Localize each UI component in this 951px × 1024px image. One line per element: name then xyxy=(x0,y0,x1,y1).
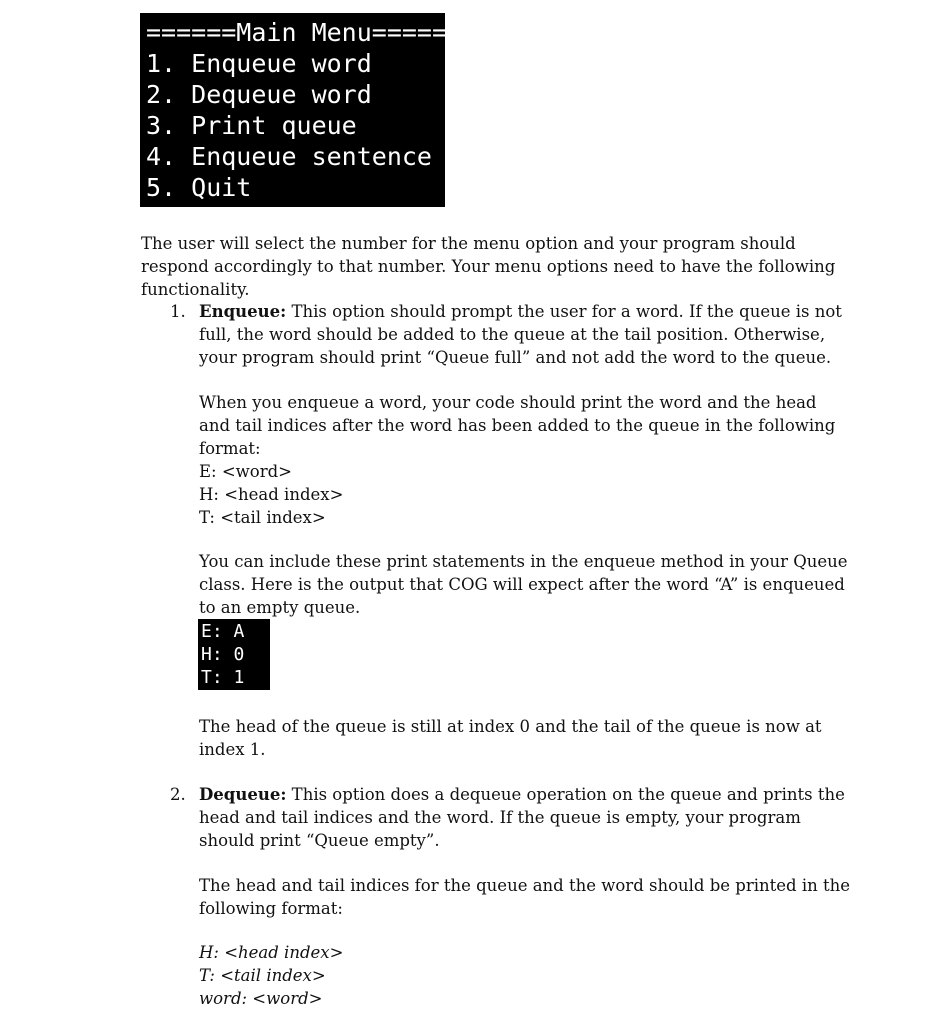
dequeue-format xyxy=(199,941,343,1010)
format-line-head: H: <head index> xyxy=(199,485,344,504)
dequeue-para-line: following format: xyxy=(199,899,343,918)
dequeue-desc-first: This option does a dequeue operation on the queue and prints the xyxy=(286,785,845,804)
dequeue-desc-line: head and tail indices and the word. If the queue is empty, your program xyxy=(199,808,801,827)
format-line-tail: T: <tail index> xyxy=(199,508,326,527)
dequeue-format-word: word: <word> xyxy=(199,989,323,1008)
dequeue-format-intro xyxy=(199,874,850,920)
dequeue-format-tail: T: <tail index> xyxy=(199,966,326,985)
menu-option-dequeue-word: 2. Dequeue word xyxy=(146,80,372,109)
intro-line: functionality. xyxy=(141,280,250,299)
menu-option-enqueue-sentence: 4. Enqueue sentence xyxy=(146,142,432,171)
enqueue-para-line: index 1. xyxy=(199,740,266,759)
intro-line: The user will select the number for the menu option and your program should xyxy=(141,234,796,253)
list-number-2: 2. xyxy=(170,785,186,804)
enqueue-para-line: class. Here is the output that COG will expect after the word “A” is enqueued xyxy=(199,575,845,594)
enqueue-para-line: The head of the queue is still at index 0 and the tail of the queue is now at xyxy=(199,717,822,736)
enqueue-desc-line: full, the word should be added to the queue at the tail position. Otherwise, xyxy=(199,325,826,344)
enqueue-format-intro xyxy=(199,391,835,529)
enqueue-explanation xyxy=(199,715,822,761)
output-line-h: H: 0 xyxy=(201,644,245,665)
enqueue-description xyxy=(199,300,842,369)
enqueue-title: Enqueue: xyxy=(199,302,287,321)
enqueue-desc-line: your program should print “Queue full” and not add the word to the queue. xyxy=(199,348,832,367)
main-menu-terminal xyxy=(140,13,448,207)
output-line-e: E: A xyxy=(201,621,245,642)
expected-output-terminal xyxy=(198,619,270,690)
dequeue-title: Dequeue: xyxy=(199,785,287,804)
enqueue-para-line: and tail indices after the word has been added to the queue in the following xyxy=(199,416,836,435)
enqueue-output-intro xyxy=(199,550,848,619)
intro-paragraph xyxy=(141,232,835,301)
format-line-word: E: <word> xyxy=(199,462,293,481)
intro-line: respond accordingly to that number. Your menu options need to have the following xyxy=(141,257,836,276)
dequeue-description xyxy=(199,783,845,852)
menu-option-print-queue: 3. Print queue xyxy=(146,111,357,140)
enqueue-para-line: format: xyxy=(199,439,261,458)
enqueue-para-line: to an empty queue. xyxy=(199,598,361,617)
enqueue-desc-first: This option should prompt the user for a word. If the queue is not xyxy=(286,302,842,321)
menu-option-quit: 5. Quit xyxy=(146,173,252,202)
menu-title: ======Main Menu===== xyxy=(146,18,448,47)
dequeue-desc-line: should print “Queue empty”. xyxy=(199,831,440,850)
dequeue-format-head: H: <head index> xyxy=(199,943,344,962)
menu-option-enqueue-word: 1. Enqueue word xyxy=(146,49,372,78)
dequeue-para-line: The head and tail indices for the queue and the word should be printed in the xyxy=(199,876,851,895)
enqueue-para-line: You can include these print statements in the enqueue method in your Queue xyxy=(199,552,848,571)
output-line-t: T: 1 xyxy=(201,667,245,688)
list-number-1: 1. xyxy=(170,302,186,321)
enqueue-para-line: When you enqueue a word, your code should print the word and the head xyxy=(199,393,817,412)
